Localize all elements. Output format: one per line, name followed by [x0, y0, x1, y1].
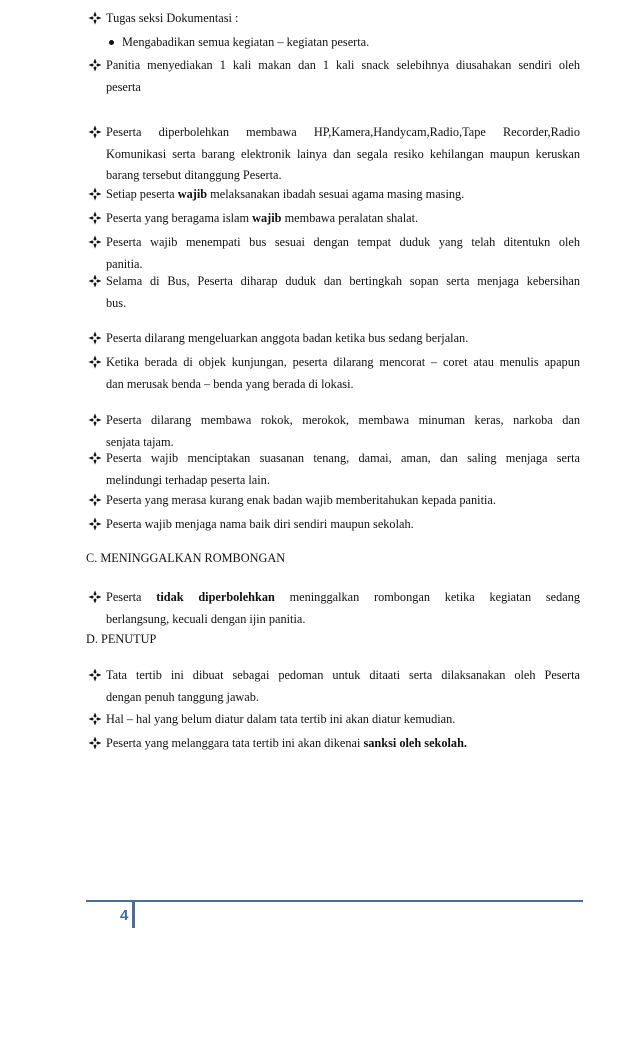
- text-segment: Hal – hal yang belum diatur dalam tata tertib ini akan diatur kemudian.: [106, 712, 456, 726]
- text-segment: [184, 590, 199, 604]
- bold-text: tidak: [156, 590, 184, 604]
- text-line: [106, 296, 580, 310]
- text-segment: melindungi terhadap peserta lain.: [106, 472, 270, 487]
- text-segment: dengan penuh tanggung jawab.: [106, 689, 259, 704]
- text-segment: Peserta dilarang mengeluarkan anggota badan ketika bus sedang berjalan.: [106, 331, 469, 345]
- diamond-bullet-icon: [88, 125, 102, 139]
- text-segment: meninggalkan rombongan ketika kegiatan sedang: [274, 590, 580, 604]
- section-heading: C. MENINGGALKAN ROMBONGAN: [86, 551, 286, 565]
- text-line: [106, 517, 580, 531]
- text-line: [106, 331, 580, 345]
- text-line: [106, 473, 580, 487]
- text-segment: membawa peralatan shalat.: [281, 211, 419, 225]
- text-line: [106, 11, 580, 25]
- footer-rule: [86, 900, 583, 902]
- diamond-bullet-icon: [88, 211, 102, 225]
- text-line: [122, 35, 580, 49]
- footer-divider: [132, 902, 135, 928]
- text-segment: dan merusak benda – benda yang berada di lokasi.: [106, 376, 354, 391]
- bold-text: wajib: [177, 187, 208, 201]
- bold-text: sanksi oleh sekolah.: [363, 736, 467, 750]
- text-segment: Komunikasi serta barang elektronik lainya dan segala resiko kehilangan maupun keruskan: [106, 146, 580, 161]
- diamond-bullet-icon: [88, 493, 102, 507]
- diamond-bullet-icon: [88, 517, 102, 531]
- text-segment: Tata tertib ini dibuat sebagai pedoman untuk ditaati serta dilaksanakan oleh Peserta: [106, 668, 580, 682]
- text-segment: melaksanakan ibadah sesuai agama masing masing.: [207, 187, 465, 201]
- text-line: [106, 125, 580, 139]
- text-line: [106, 612, 580, 626]
- text-line: [106, 235, 580, 249]
- diamond-bullet-icon: [88, 712, 102, 726]
- text-line: [106, 58, 580, 72]
- text-segment: barang tersebut ditanggung Peserta.: [106, 168, 282, 182]
- text-segment: panitia.: [106, 256, 143, 271]
- text-line: [106, 168, 580, 182]
- text-segment: senjata tajam.: [106, 434, 174, 449]
- text-line: [106, 690, 580, 704]
- text-segment: berlangsung, kecuali dengan ijin panitia.: [106, 611, 306, 626]
- section-heading: D. PENUTUP: [86, 632, 157, 646]
- bold-text: wajib: [252, 211, 282, 225]
- diamond-bullet-icon: [88, 451, 102, 465]
- text-segment: Peserta yang merasa kurang enak badan wajib memberitahukan kepada panitia.: [106, 493, 496, 507]
- text-line: [106, 274, 580, 288]
- diamond-bullet-icon: [88, 11, 102, 25]
- text-line: [106, 257, 580, 271]
- text-line: [106, 712, 580, 726]
- diamond-bullet-icon: [88, 187, 102, 201]
- text-line: [106, 377, 580, 391]
- diamond-bullet-icon: [88, 355, 102, 369]
- bold-text: diperbolehkan: [198, 590, 275, 604]
- text-line: [106, 80, 580, 94]
- dot-bullet-icon: [109, 40, 114, 45]
- diamond-bullet-icon: [88, 274, 102, 288]
- text-line: [106, 435, 580, 449]
- text-segment: bus.: [106, 295, 127, 310]
- diamond-bullet-icon: [88, 736, 102, 750]
- text-segment: Ketika berada di objek kunjungan, peserta dilarang mencorat – coret atau menulis apapun: [106, 355, 580, 369]
- text-line: [106, 668, 580, 682]
- text-segment: Peserta wajib menciptakan suasanan tenang, damai, aman, dan saling menjaga serta: [106, 451, 580, 465]
- diamond-bullet-icon: [88, 58, 102, 72]
- text-line: [106, 187, 580, 201]
- text-line: [106, 590, 580, 604]
- diamond-bullet-icon: [88, 590, 102, 604]
- text-segment: Setiap peserta: [106, 187, 178, 201]
- text-segment: Panitia menyediakan 1 kali makan dan 1 kali snack selebihnya diusahakan sendiri oleh: [106, 58, 580, 72]
- text-line: [106, 211, 580, 225]
- text-line: [106, 736, 580, 750]
- text-segment: Peserta yang beragama islam: [106, 211, 253, 225]
- text-line: [106, 147, 580, 161]
- text-segment: peserta: [106, 79, 141, 94]
- text-line: [106, 451, 580, 465]
- text-segment: Mengabadikan semua kegiatan – kegiatan peserta.: [122, 35, 370, 49]
- text-line: [106, 413, 580, 427]
- diamond-bullet-icon: [88, 235, 102, 249]
- text-line: [106, 493, 580, 507]
- text-segment: Peserta wajib menjaga nama baik diri sendiri maupun sekolah.: [106, 517, 414, 531]
- text-segment: Peserta yang melanggara tata tertib ini akan dikenai: [106, 736, 364, 750]
- text-segment: Peserta dilarang membawa rokok, merokok, membawa minuman keras, narkoba dan: [106, 413, 580, 427]
- text-segment: Peserta wajib menempati bus sesuai dengan tempat duduk yang telah ditentukn oleh: [106, 235, 580, 249]
- text-segment: Selama di Bus, Peserta diharap duduk dan bertingkah sopan serta menjaga kebersihan: [106, 274, 580, 288]
- diamond-bullet-icon: [88, 331, 102, 345]
- text-line: [106, 355, 580, 369]
- text-segment: Peserta diperbolehkan membawa HP,Kamera,Handycam,Radio,Tape Recorder,Radio: [106, 125, 580, 139]
- text-segment: Peserta: [106, 590, 157, 604]
- text-segment: Tugas seksi Dokumentasi :: [106, 11, 239, 25]
- page-number: 4: [120, 907, 129, 924]
- diamond-bullet-icon: [88, 413, 102, 427]
- diamond-bullet-icon: [88, 668, 102, 682]
